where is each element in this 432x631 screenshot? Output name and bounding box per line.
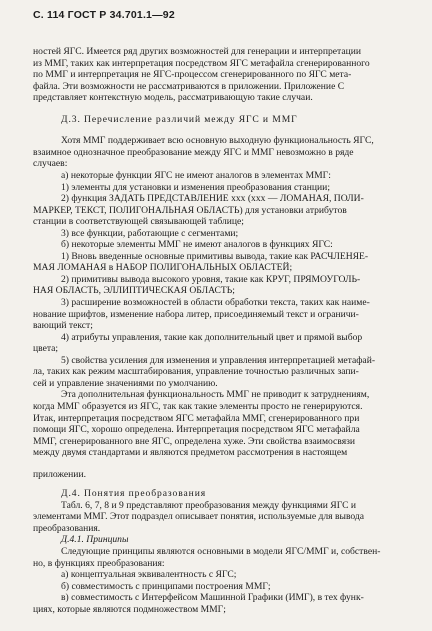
- text-line: но, в функциях преобразования:: [33, 557, 165, 569]
- text-line: а) концептуальная эквивалентность с ЯГС;: [61, 569, 237, 581]
- text-line: сей и управление значениями по умолчанию.: [33, 377, 218, 389]
- text-line: нование шрифтов, изменение набора литер, присоединяемый текст и ограничи-: [33, 308, 359, 320]
- text-line: случаев:: [33, 158, 68, 170]
- text-line: цвета;: [33, 343, 59, 355]
- text-line: элементами ММГ. Этот подраздел описывает понятия, используемые для вывода: [33, 511, 365, 523]
- text-line: Итак, интерпретация посредством ЯГС метафайла ММГ, сгенерированного при: [33, 412, 360, 424]
- text-line: б) совместимость с принципами построения ММГ;: [61, 580, 271, 592]
- text-line: в) совместимость с Интерфейсом Машинной Графики (ИМГ), в тех функ-: [61, 592, 364, 604]
- text-line: ностей ЯГС. Имеется ряд других возможностей для генерации и интерпретации: [33, 46, 362, 57]
- text-line: 3) все функции, работающие с сегментами;: [61, 227, 239, 239]
- section-heading: Д.3. Перечисление различий между ЯГС и ММГ: [61, 113, 298, 125]
- text-line: взаимное однозначное преобразование между ЯГС и ММГ невозможно в ряде: [33, 146, 354, 158]
- text-line: из ММГ, таких как интерпретация посредством ЯГС метафайла сгенерированного: [33, 57, 370, 69]
- text-line: помощи ЯГС, хорошо определена. Интерпретация посредством ЯГС метафайла: [33, 424, 360, 436]
- text-line: а) некоторые функции ЯГС не имеют аналогов в элементах ММГ:: [61, 169, 331, 181]
- text-line: 5) свойства усиления для изменения и управления интерпретацией метафай-: [61, 354, 376, 366]
- text-line: когда ММГ образуется из ЯГС, так как такие элементы просто не генерируются.: [33, 400, 363, 412]
- text-line: ММГ, сгенерированного вне ЯГС, определена хуже. Эти свойства взаимосвязи: [33, 435, 356, 447]
- text-line: 3) расширение возможностей в области обработки текста, таких как наиме-: [61, 297, 370, 308]
- text-line: преобразования.: [33, 522, 101, 534]
- text-line: Эта дополнительная функциональность ММГ не приводит к затруднениям,: [61, 389, 370, 401]
- text-line: 4) атрибуты управления, такие как дополнительный цвет и прямой выбор: [61, 331, 363, 343]
- text-line: 2) примитивы вывода высокого уровня, такие как КРУГ, ПРЯМОУГОЛЬ-: [61, 273, 361, 285]
- text-line: 2) функция ЗАДАТЬ ПРЕДСТАВЛЕНИЕ ххх (ххх — ЛОМАНАЯ, ПОЛИ-: [61, 193, 364, 205]
- page-header: С. 114 ГОСТ Р 34.701.1—92: [33, 9, 175, 21]
- text-line: 1) элементы для установки и изменения преобразования станции;: [61, 181, 330, 193]
- text-line: МАРКЕР, ТЕКСТ, ПОЛИГОНАЛЬНАЯ ОБЛАСТЬ) для установки атрибутов: [33, 204, 347, 216]
- text-line: по ММГ и интерпретация не ЯГС-процессом сгенерированного по ЯГС мета-: [33, 69, 352, 81]
- section-heading: Д.4. Понятия преобразования: [61, 488, 207, 500]
- text-line: НАЯ ОБЛАСТЬ, ЭЛЛИПТИЧЕСКАЯ ОБЛАСТЬ;: [33, 285, 235, 297]
- text-line: Табл. 6, 7, 8 и 9 представляют преобразования между функциями ЯГС и: [61, 499, 357, 511]
- text-line: б) некоторые элементы ММГ не имеют аналогов в функциях ЯГС:: [61, 239, 333, 251]
- text-line: вающий текст;: [33, 320, 93, 332]
- text-line: станции в соответствующей связывающей таблице;: [33, 216, 244, 228]
- text-line: файла. Эти возможности не рассматриваются в приложении. Приложение С: [33, 80, 345, 92]
- text-line: МАЯ ЛОМАНАЯ в НАБОР ПОЛИГОНАЛЬНЫХ ОБЛАСТЕЙ;: [33, 262, 293, 274]
- text-line: 1) Вновь введенные основные примитивы вывода, такие как РАСЧЛЕНЯЕ-: [61, 250, 369, 262]
- text-line: представляет контекстную модель, рассматривающую такие случаи.: [33, 92, 313, 104]
- text-line: Д.4.1. Принципы: [61, 534, 129, 546]
- text-line: циях, которые являются подмножеством ММГ;: [33, 603, 226, 615]
- text-line: Следующие принципы являются основными в модели ЯГС/ММГ и, собствен-: [61, 546, 381, 557]
- text-line: Хотя ММГ поддерживает всю основную выходную функциональность ЯГС,: [61, 135, 374, 147]
- text-line: приложении.: [33, 468, 86, 480]
- text-line: ла, таких как режим масштабирования, управление точностью различных запи-: [33, 366, 359, 378]
- text-line: между двумя стандартами и являются предметом рассмотрения в настоящем: [33, 447, 348, 459]
